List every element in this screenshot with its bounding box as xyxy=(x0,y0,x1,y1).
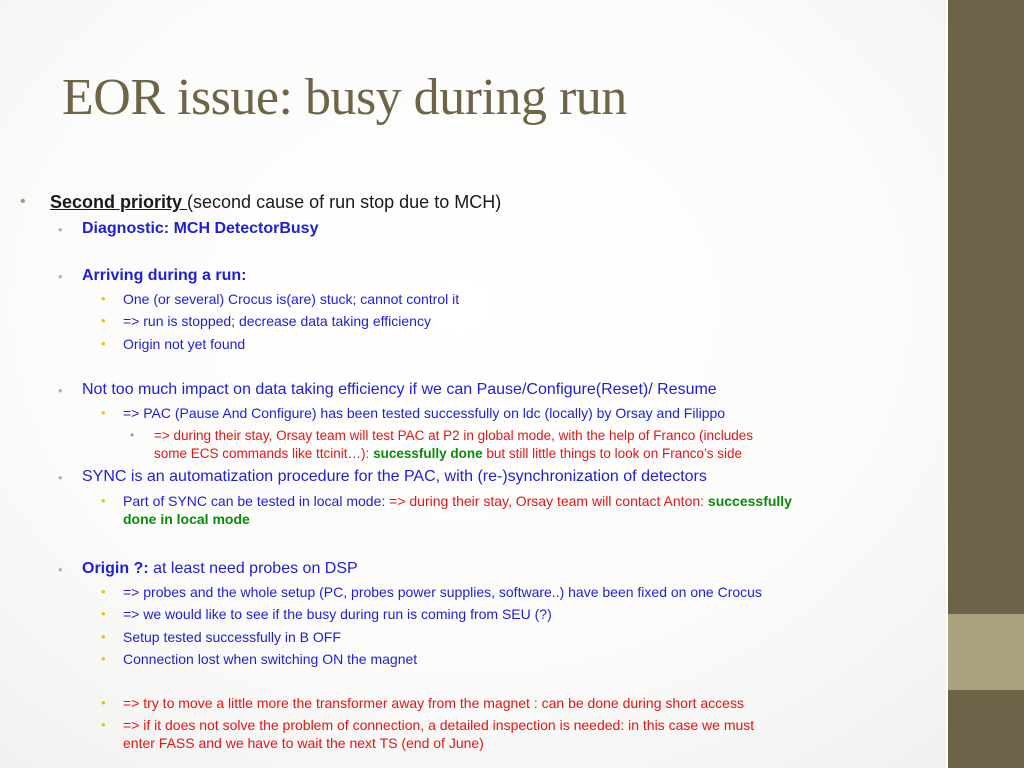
bullet-dot: • xyxy=(101,651,106,666)
move-text: => try to move a little more the transformer away from the magnet : can be done during short access xyxy=(123,695,744,711)
sync-local-text: Part of SYNC can be tested in local mode: xyxy=(123,493,390,509)
second-priority-text: (second cause of run stop due to MCH) xyxy=(187,192,502,212)
bullet-dot: • xyxy=(101,695,106,710)
bullet-pac xyxy=(101,405,726,421)
bullet-dot: • xyxy=(130,428,135,442)
bullet-impact xyxy=(58,381,717,399)
bullet-dot: • xyxy=(101,629,106,644)
bullet-dot: • xyxy=(58,383,63,398)
list-item xyxy=(101,629,341,645)
bullet-move-transformer xyxy=(101,695,744,711)
bullet-origin xyxy=(58,560,358,578)
second-priority-label: Second priority xyxy=(50,192,188,212)
slide-sidebar-accent xyxy=(948,614,1024,690)
bullet-dot: • xyxy=(58,222,63,237)
list-item-text: Setup tested successfully in B OFF xyxy=(123,629,341,645)
list-item xyxy=(101,651,418,667)
inspection-text-line1: => if it does not solve the problem of connection, a detailed inspection is needed: in this case we must xyxy=(123,717,755,733)
bullet-dot: • xyxy=(101,717,106,732)
bullet-dot: • xyxy=(101,606,106,621)
origin-label: Origin ?: xyxy=(82,560,149,577)
list-item-text: Connection lost when switching ON the magnet xyxy=(123,651,418,667)
pac-text: => PAC (Pause And Configure) has been tested successfully on ldc (locally) by Orsay and Filippo xyxy=(123,405,726,421)
bullet-dot: • xyxy=(101,291,106,306)
bullet-dot: • xyxy=(58,269,63,284)
bullet-second-priority xyxy=(20,192,502,213)
list-item xyxy=(101,313,431,329)
sync-orsay-text: => during their stay, Orsay team will contact Anton: xyxy=(389,493,708,509)
bullet-diagnostic xyxy=(58,220,319,238)
bullet-dot: • xyxy=(101,405,106,420)
orsay-status: sucessfully done xyxy=(373,446,483,461)
orsay-text-line1: => during their stay, Orsay team will test PAC at P2 in global mode, with the help of Franco (includes xyxy=(154,428,754,443)
list-item xyxy=(101,606,552,622)
diagnostic-text: Diagnostic: MCH DetectorBusy xyxy=(82,220,319,237)
bullet-orsay xyxy=(130,428,754,443)
impact-text: Not too much impact on data taking efficiency if we can Pause/Configure(Reset)/ Resume xyxy=(82,381,717,398)
bullet-dot: • xyxy=(101,336,106,351)
bullet-sync-local xyxy=(101,493,792,509)
list-item-text: => probes and the whole setup (PC, probes power supplies, software..) have been fixed on one Crocus xyxy=(123,584,762,600)
bullet-dot: • xyxy=(58,470,63,485)
orsay-text-line2-end: but still little things to look on Franco’s side xyxy=(482,446,742,461)
sidebar-divider xyxy=(946,0,948,768)
list-item-text: Origin not yet found xyxy=(123,336,246,352)
arriving-text: Arriving during a run: xyxy=(82,267,247,284)
list-item-text: => we would like to see if the busy during run is coming from SEU (?) xyxy=(123,606,552,622)
orsay-continuation xyxy=(154,446,742,461)
bullet-arriving xyxy=(58,267,247,285)
bullet-dot: • xyxy=(20,193,26,210)
orsay-text-line2: some ECS commands like ttcinit…): xyxy=(154,446,374,461)
sync-status-line2: done in local mode xyxy=(123,511,250,527)
list-item-text: => run is stopped; decrease data taking efficiency xyxy=(123,313,431,329)
bullet-dot: • xyxy=(101,493,106,508)
list-item xyxy=(101,336,246,352)
inspection-text-line2: enter FASS and we have to wait the next TS (end of June) xyxy=(123,735,484,751)
list-item xyxy=(101,584,762,600)
list-item xyxy=(101,291,460,307)
bullet-dot: • xyxy=(101,313,106,328)
inspection-continuation xyxy=(123,735,484,751)
list-item-text: One (or several) Crocus is(are) stuck; cannot control it xyxy=(123,291,460,307)
slide-title: EOR issue: busy during run xyxy=(62,69,627,126)
sync-status: successfully xyxy=(707,493,792,509)
bullet-dot: • xyxy=(58,562,63,577)
bullet-sync xyxy=(58,468,707,486)
sync-continuation xyxy=(123,511,250,527)
origin-text: at least need probes on DSP xyxy=(148,560,358,577)
bullet-dot: • xyxy=(101,584,106,599)
bullet-inspection xyxy=(101,717,755,733)
sync-text: SYNC is an automatization procedure for the PAC, with (re-)synchronization of detectors xyxy=(82,468,707,485)
